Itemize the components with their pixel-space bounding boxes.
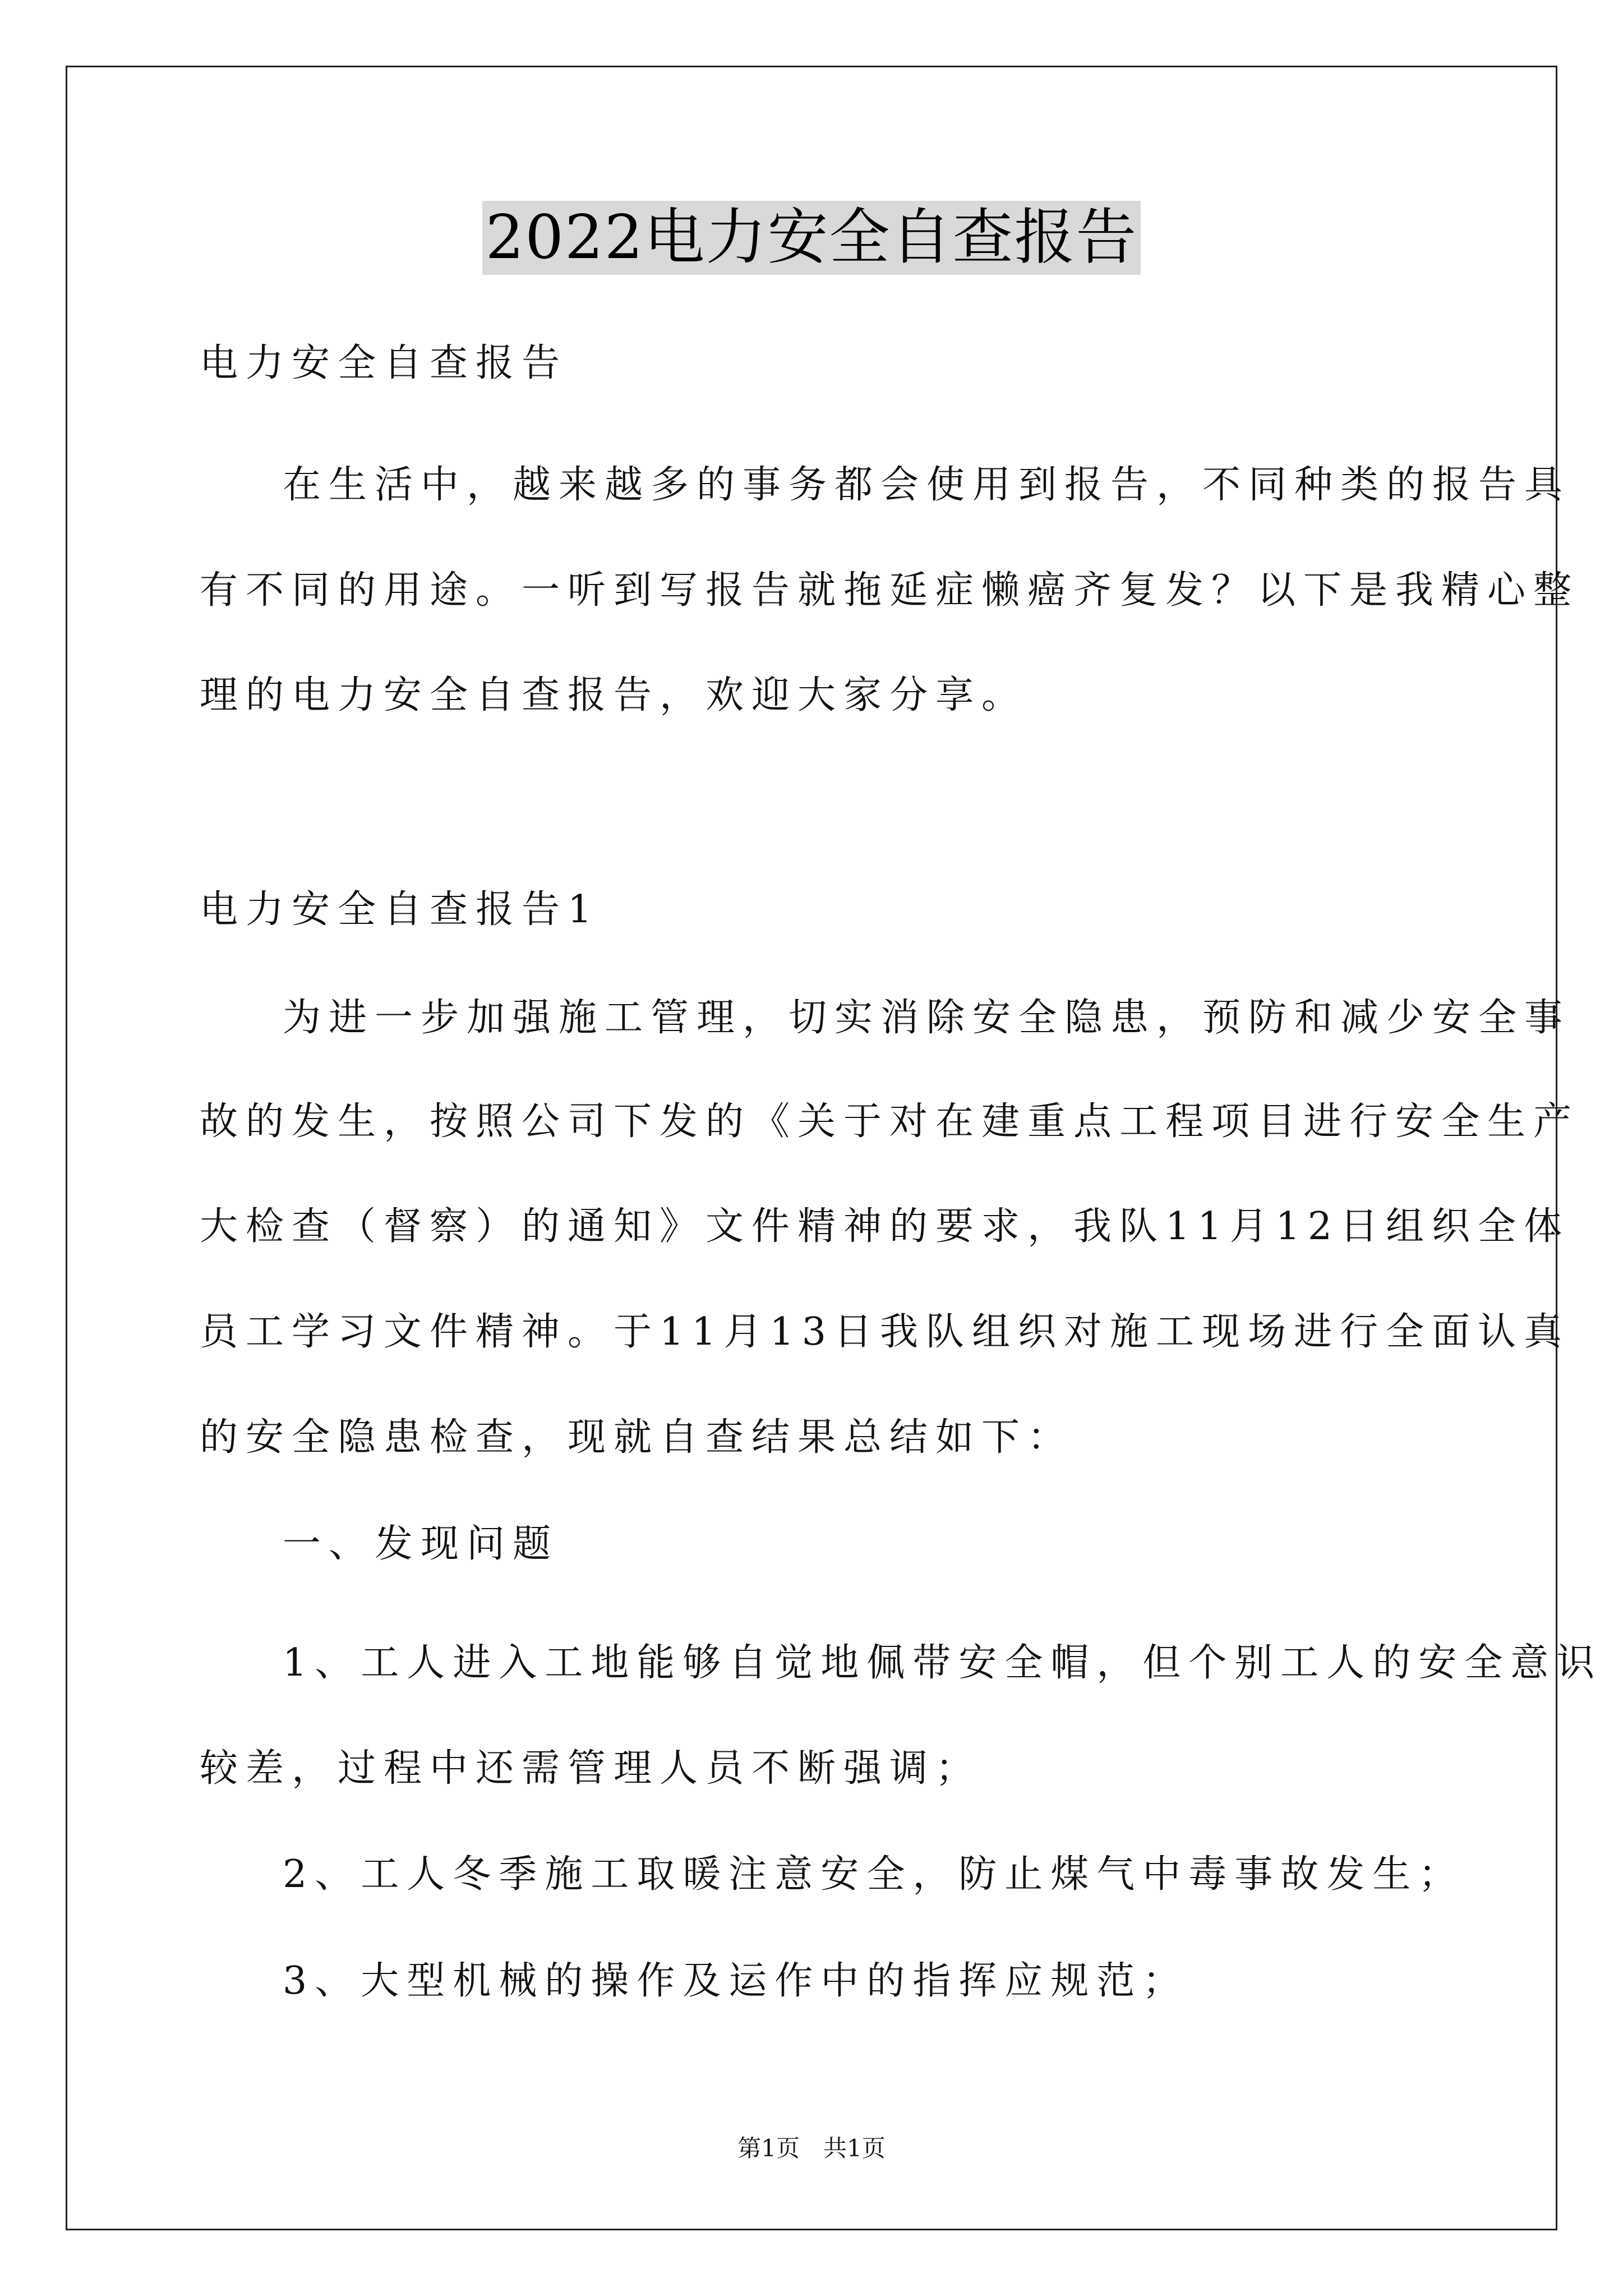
paragraph-line: 有不同的用途。一听到写报告就拖延症懒癌齐复发？以下是我精心整 bbox=[200, 568, 1580, 613]
document-title: 2022电力安全自查报告 bbox=[482, 201, 1141, 275]
paragraph-line: 大检查（督察）的通知》文件精神的要求，我队11月12日组织全体 bbox=[200, 1204, 1570, 1249]
paragraph-line: 在生活中，越来越多的事务都会使用到报告，不同种类的报告具 bbox=[283, 463, 1571, 507]
page-footer: 第1页 共1页 bbox=[737, 2134, 886, 2162]
paragraph-line: 为进一步加强施工管理，切实消除安全隐患，预防和减少安全事 bbox=[283, 996, 1571, 1040]
list-item-1-continued: 较差，过程中还需管理人员不断强调； bbox=[200, 1746, 982, 1791]
paragraph-line: 故的发生，按照公司下发的《关于对在建重点工程项目进行安全生产 bbox=[200, 1099, 1580, 1144]
paragraph-line: 理的电力安全自查报告，欢迎大家分享。 bbox=[200, 673, 1028, 717]
page-border bbox=[66, 66, 1557, 2230]
list-item-2: 2、工人冬季施工取暖注意安全，防止煤气中毒事故发生； bbox=[283, 1852, 1465, 1897]
section-heading-intro: 电力安全自查报告 bbox=[200, 341, 568, 385]
subsection-heading: 一、发现问题 bbox=[283, 1522, 559, 1566]
list-item-1: 1、工人进入工地能够自觉地佩带安全帽，但个别工人的安全意识 bbox=[283, 1641, 1603, 1685]
paragraph-line: 的安全隐患检查，现就自查结果总结如下： bbox=[200, 1415, 1074, 1460]
title-area bbox=[0, 201, 1623, 275]
paragraph-line: 员工学习文件精神。于11月13日我队组织对施工现场进行全面认真 bbox=[200, 1310, 1570, 1354]
section-heading-1: 电力安全自查报告1 bbox=[200, 887, 600, 932]
list-item-3: 3、大型机械的操作及运作中的指挥应规范； bbox=[283, 1959, 1189, 2003]
